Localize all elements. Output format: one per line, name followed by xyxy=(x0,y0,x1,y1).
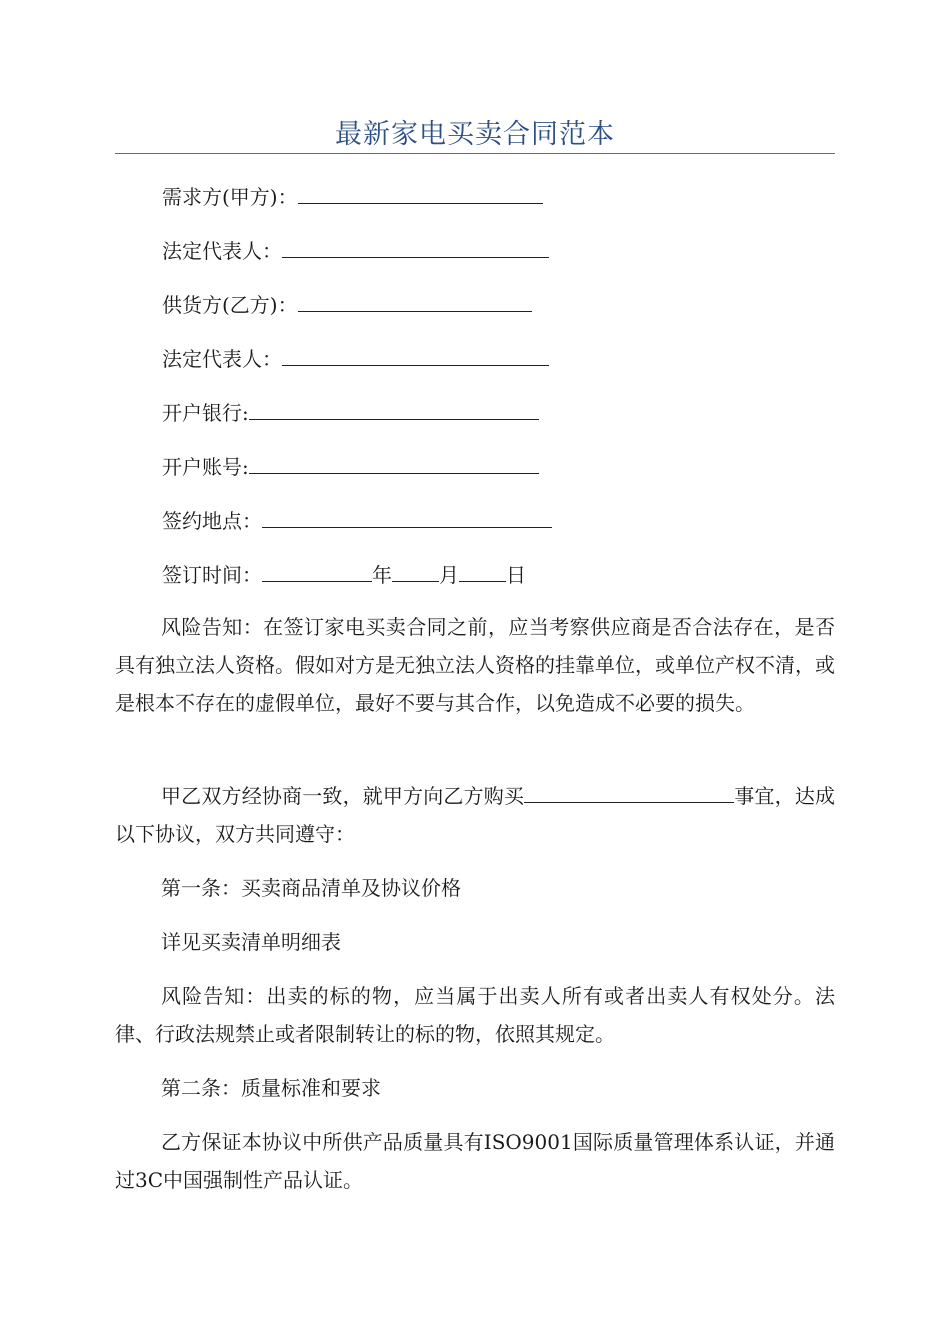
buyer-rep-label: 法定代表人： xyxy=(162,239,282,263)
buyer-field xyxy=(162,186,543,207)
document-title: 最新家电买卖合同范本 xyxy=(335,119,615,150)
account-blank[interactable] xyxy=(249,456,539,474)
article-1-heading: 第一条：买卖商品清单及协议价格 xyxy=(161,876,461,900)
risk-notice-1: 风险告知：在签订家电买卖合同之前，应当考察供应商是否合法存在，是否具有独立法人资格。假如对方是无独立法人资格的挂靠单位，或单位产权不清，或是根本不存在的虚假单位，最好不要与其合作，以免造成不必要的损失。 xyxy=(115,615,835,715)
title-underline xyxy=(115,153,835,154)
place-field xyxy=(162,510,552,531)
seller-rep-label: 法定代表人： xyxy=(162,347,282,371)
seller-label: 供货方(乙方)： xyxy=(162,293,298,317)
date-field xyxy=(162,564,526,585)
day-label: 日 xyxy=(506,563,526,587)
year-blank[interactable] xyxy=(262,564,372,582)
bank-field xyxy=(162,402,539,423)
buyer-blank[interactable] xyxy=(298,186,543,204)
buyer-rep-field xyxy=(162,240,549,261)
article-2-detail: 乙方保证本协议中所供产品质量具有ISO9001国际质量管理体系认证，并通过3C中国强制性产品认证。 xyxy=(115,1130,835,1192)
seller-blank[interactable] xyxy=(298,294,532,312)
risk-notice-2: 风险告知：出卖的标的物，应当属于出卖人所有或者出卖人有权处分。法律、行政法规禁止或者限制转让的标的物，依照其规定。 xyxy=(115,984,835,1046)
article-2-heading: 第二条：质量标准和要求 xyxy=(161,1076,381,1100)
month-label: 月 xyxy=(439,563,459,587)
account-field xyxy=(162,456,539,477)
agreement-text-a: 甲乙双方经协商一致，就甲方向乙方购买 xyxy=(161,784,525,808)
buyer-rep-blank[interactable] xyxy=(282,240,549,258)
account-label: 开户账号: xyxy=(162,455,249,479)
purchase-item-blank[interactable] xyxy=(524,785,734,803)
buyer-label: 需求方(甲方)： xyxy=(162,185,298,209)
seller-field xyxy=(162,294,532,315)
article-1-detail: 详见买卖清单明细表 xyxy=(161,930,341,954)
seller-rep-blank[interactable] xyxy=(282,348,549,366)
place-label: 签约地点： xyxy=(162,509,262,533)
month-blank[interactable] xyxy=(392,564,439,582)
year-label: 年 xyxy=(372,563,392,587)
agreement-text-b: 事宜，达成以下协议，双方共同遵守： xyxy=(115,784,836,846)
bank-blank[interactable] xyxy=(249,402,539,420)
date-label: 签订时间： xyxy=(162,563,262,587)
place-blank[interactable] xyxy=(262,510,552,528)
agreement-paragraph xyxy=(115,777,835,853)
bank-label: 开户银行: xyxy=(162,401,249,425)
day-blank[interactable] xyxy=(459,564,506,582)
seller-rep-field xyxy=(162,348,549,369)
